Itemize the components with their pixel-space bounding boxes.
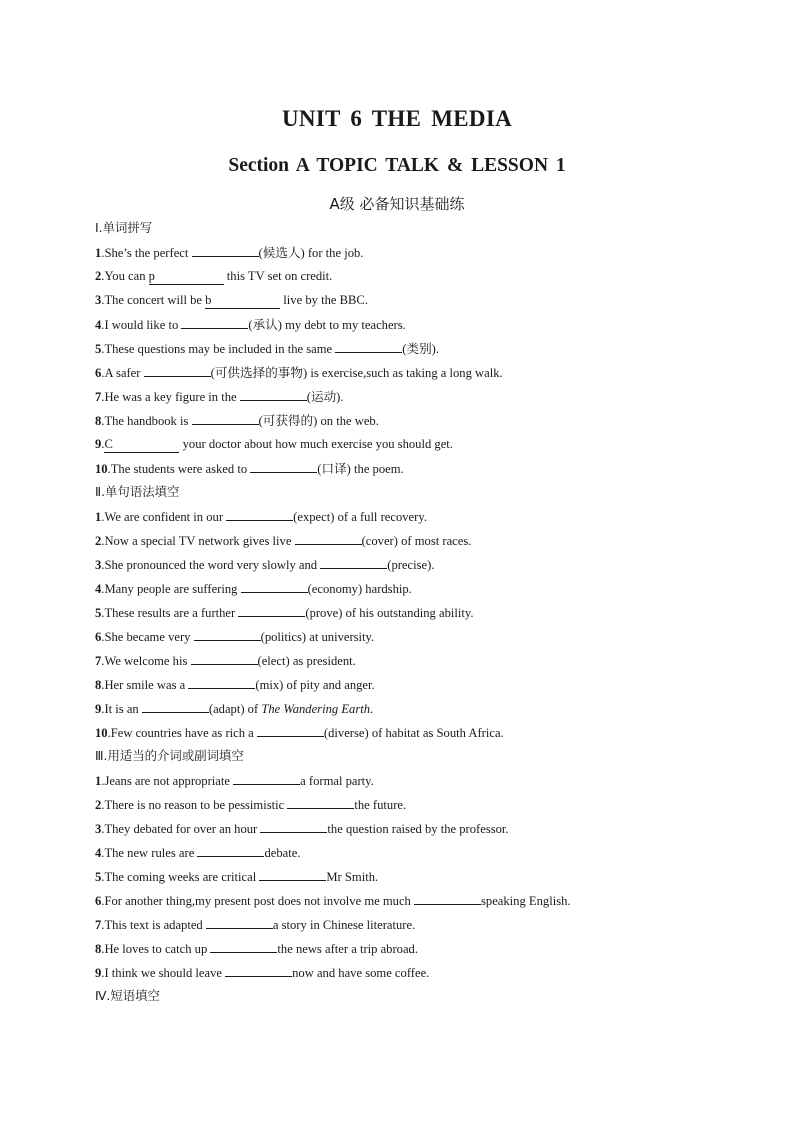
item-text-after: (cover) of most races.	[361, 534, 472, 548]
item-text-before: .Many people are suffering	[101, 582, 241, 596]
exercise-content	[95, 219, 755, 1011]
item-number: 5	[95, 342, 102, 356]
item-number: 5	[95, 870, 102, 884]
item-number: 3	[95, 558, 102, 572]
exercise-item	[95, 339, 755, 363]
item-italic-title: The Wandering Earth	[261, 702, 371, 716]
item-number: 8	[95, 678, 102, 692]
item-number: 3	[95, 822, 102, 836]
item-text-after: live by the BBC.	[280, 293, 368, 307]
item-text-after: (prove) of his outstanding ability.	[305, 606, 474, 620]
exercise-item	[95, 819, 755, 843]
item-text-after: the news after a trip abroad.	[277, 942, 418, 956]
item-text-before: .A safer	[101, 366, 144, 380]
item-text-before: .These questions may be included in the same	[101, 342, 336, 356]
exercise-item	[95, 795, 755, 819]
answer-blank[interactable]	[226, 507, 293, 521]
item-text-after: (adapt) of	[208, 702, 262, 716]
answer-blank[interactable]	[192, 243, 259, 257]
item-text-before: .Her smile was a	[101, 678, 189, 692]
answer-blank[interactable]	[197, 843, 264, 857]
exercise-item	[95, 891, 755, 915]
exercise-item	[95, 507, 755, 531]
item-number: 7	[95, 654, 102, 668]
item-text-after: (politics) at university.	[260, 630, 375, 644]
item-number: 1	[95, 774, 102, 788]
exercise-item	[95, 579, 755, 603]
item-text-after: (可供选择的事物) is exercise,such as taking a long walk.	[210, 366, 503, 380]
answer-blank[interactable]	[260, 819, 327, 833]
exercise-item	[95, 723, 755, 747]
item-text-after: (运动).	[306, 390, 344, 404]
item-text-before: .Few countries have as rich a	[107, 726, 257, 740]
level-label: A级 必备知识基础练	[329, 195, 465, 213]
item-text-before: .She pronounced the word very slowly and	[101, 558, 321, 572]
answer-blank[interactable]	[250, 459, 317, 473]
answer-blank[interactable]	[142, 699, 209, 713]
exercise-item	[95, 627, 755, 651]
item-text-before: .You can	[101, 269, 149, 283]
item-text-before: .We are confident in our	[101, 510, 227, 524]
answer-blank[interactable]	[206, 915, 273, 929]
item-text-after: (expect) of a full recovery.	[293, 510, 427, 524]
item-text-after: a story in Chinese literature.	[272, 918, 416, 932]
item-number: 10	[95, 726, 108, 740]
item-text-before: .I think we should leave	[101, 966, 226, 980]
item-number: 3	[95, 293, 102, 307]
item-text-before: .For another thing,my present post does not involve me much	[101, 894, 414, 908]
answer-blank[interactable]	[238, 603, 305, 617]
item-text-after: now and have some coffee.	[292, 966, 430, 980]
item-text-after: (mix) of pity and anger.	[255, 678, 375, 692]
item-text-after: (口译) the poem.	[317, 462, 404, 476]
item-text-before: .She’s the perfect	[101, 246, 192, 260]
item-text-after: (类别).	[402, 342, 440, 356]
answer-blank[interactable]	[188, 675, 255, 689]
item-text-after: (承认) my debt to my teachers.	[248, 318, 406, 332]
section-heading: Ⅱ.单句语法填空	[95, 484, 180, 499]
item-number: 1	[95, 246, 102, 260]
item-text-before: .This text is adapted	[101, 918, 206, 932]
exercise-item	[95, 867, 755, 891]
exercise-item	[95, 699, 755, 723]
item-number: 2	[95, 534, 102, 548]
section-heading: Ⅲ.用适当的介词或副词填空	[95, 748, 244, 763]
item-number: 9	[95, 437, 102, 451]
item-text-before: .She became very	[101, 630, 194, 644]
answer-blank[interactable]	[181, 315, 248, 329]
item-number: 7	[95, 390, 102, 404]
exercise-item	[95, 675, 755, 699]
item-text-before: .The new rules are	[101, 846, 198, 860]
item-number: 1	[95, 510, 102, 524]
item-text-after: (elect) as president.	[257, 654, 356, 668]
item-number: 4	[95, 846, 102, 860]
item-number: 10	[95, 462, 108, 476]
section-heading: Ⅰ.单词拼写	[95, 220, 153, 235]
item-number: 7	[95, 918, 102, 932]
item-text-after: (可获得的) on the web.	[258, 414, 379, 428]
item-text-after: this TV set on credit.	[223, 269, 333, 283]
item-text-before: .Now a special TV network gives live	[101, 534, 295, 548]
item-text-before: .He was a key figure in the	[101, 390, 240, 404]
item-text-before: .Jeans are not appropriate	[101, 774, 234, 788]
item-text-before: .They debated for over an hour	[101, 822, 261, 836]
answer-blank[interactable]: p	[149, 269, 224, 285]
section-title: Section A TOPIC TALK & LESSON 1	[228, 155, 566, 176]
answer-blank[interactable]	[335, 339, 402, 353]
exercise-item	[95, 843, 755, 867]
exercise-item	[95, 555, 755, 579]
item-number: 6	[95, 894, 102, 908]
answer-blank[interactable]: C	[104, 437, 179, 453]
item-number: 6	[95, 630, 102, 644]
item-number: 4	[95, 318, 102, 332]
item-text-before: .The handbook is	[101, 414, 192, 428]
item-text-before: .These results are a further	[101, 606, 239, 620]
exercise-item	[95, 291, 755, 315]
exercise-item	[95, 915, 755, 939]
item-number: 4	[95, 582, 102, 596]
item-number: 6	[95, 366, 102, 380]
answer-blank[interactable]	[194, 627, 261, 641]
item-text-after: (diverse) of habitat as South Africa.	[323, 726, 504, 740]
answer-blank[interactable]	[320, 555, 387, 569]
answer-blank[interactable]	[210, 939, 277, 953]
exercise-item	[95, 939, 755, 963]
item-number: 8	[95, 942, 102, 956]
exercise-item	[95, 603, 755, 627]
exercise-item	[95, 531, 755, 555]
item-number: 8	[95, 414, 102, 428]
item-text-before: .I would like to	[101, 318, 182, 332]
answer-blank[interactable]	[233, 771, 300, 785]
exercise-item	[95, 459, 755, 483]
exercise-item	[95, 387, 755, 411]
exercise-item	[95, 963, 755, 987]
item-text-before: .The students were asked to	[107, 462, 251, 476]
exercise-item	[95, 411, 755, 435]
item-text-before: .He loves to catch up	[101, 942, 211, 956]
item-text-before: .The concert will be	[101, 293, 206, 307]
item-text-after: the future.	[354, 798, 407, 812]
exercise-item	[95, 363, 755, 387]
answer-blank[interactable]	[144, 363, 211, 377]
answer-blank[interactable]	[240, 387, 307, 401]
answer-blank[interactable]	[287, 795, 354, 809]
answer-blank[interactable]	[295, 531, 362, 545]
item-text-after: (economy) hardship.	[307, 582, 412, 596]
item-text-after: a formal party.	[300, 774, 374, 788]
item-text-after: Mr Smith.	[326, 870, 379, 884]
item-text-tail: .	[370, 702, 374, 716]
answer-blank[interactable]	[257, 723, 324, 737]
item-text-before: .There is no reason to be pessimistic	[101, 798, 288, 812]
exercise-item	[95, 771, 755, 795]
item-number: 9	[95, 702, 102, 716]
item-text-after: (候选人) for the job.	[258, 246, 364, 260]
exercise-item	[95, 315, 755, 339]
item-text-before: .It is an	[101, 702, 142, 716]
answer-blank[interactable]	[192, 411, 259, 425]
section-heading: Ⅳ.短语填空	[95, 988, 160, 1003]
item-text-after: speaking English.	[481, 894, 571, 908]
answer-blank[interactable]	[241, 579, 308, 593]
item-text-after: the question raised by the professor.	[327, 822, 509, 836]
item-text-after: (precise).	[387, 558, 435, 572]
item-number: 5	[95, 606, 102, 620]
answer-blank[interactable]	[414, 891, 481, 905]
exercise-item	[95, 267, 755, 291]
item-number: 9	[95, 966, 102, 980]
item-text-before: .The coming weeks are critical	[101, 870, 260, 884]
exercise-item	[95, 651, 755, 675]
item-text-after: debate.	[264, 846, 301, 860]
answer-blank[interactable]: b	[205, 293, 280, 309]
item-text-before: .We welcome his	[101, 654, 191, 668]
item-text-before: .	[101, 437, 105, 451]
item-text-after: your doctor about how much exercise you should get.	[179, 437, 453, 451]
answer-blank[interactable]	[259, 867, 326, 881]
unit-title: UNIT 6 THE MEDIA	[281, 106, 513, 131]
item-number: 2	[95, 798, 102, 812]
answer-blank[interactable]	[225, 963, 292, 977]
answer-blank[interactable]	[191, 651, 258, 665]
item-number: 2	[95, 269, 102, 283]
exercise-item	[95, 435, 755, 459]
exercise-item	[95, 243, 755, 267]
